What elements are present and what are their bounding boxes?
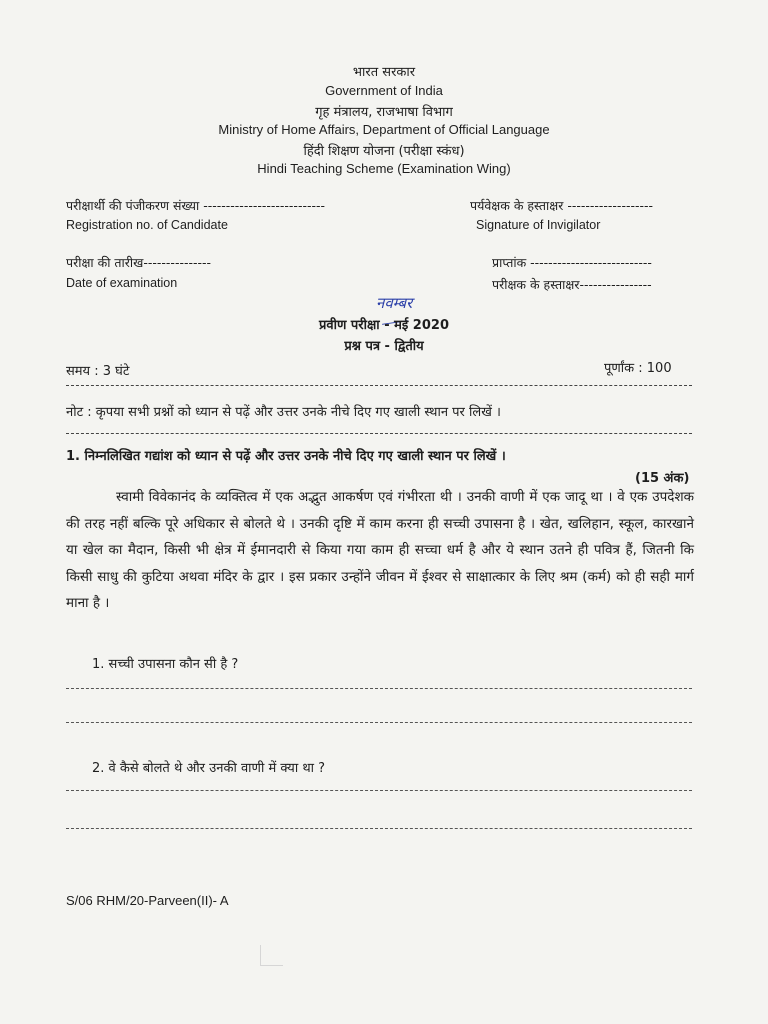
- question-1-instruction: 1. निम्नलिखित गद्यांश को ध्यान से पढ़ें और उत्तर उनके नीचे दिए गए खाली स्थान पर लिखें ।: [66, 449, 506, 464]
- marks-obtained-label: प्राप्तांक ---------------------------: [492, 255, 652, 270]
- footer-paper-code: S/06 RHM/20-Parveen(II)- A: [66, 893, 229, 908]
- invigilator-signature-label-english: Signature of Invigilator: [476, 218, 601, 232]
- header-government-of-india: Government of India: [325, 83, 443, 98]
- exam-time: समय : 3 घंटे: [66, 364, 130, 379]
- header-scheme-hindi: हिंदी शिक्षण योजना (परीक्षा स्कंध): [303, 144, 465, 159]
- examiner-signature-label: परीक्षक के हस्ताक्षर----------------: [492, 277, 652, 292]
- sub-question-1: 1. सच्ची उपासना कौन सी है ?: [92, 657, 239, 672]
- exam-title: प्रवीण परीक्षा - मई 2020: [319, 318, 449, 333]
- paper-title: प्रश्न पत्र - द्वितीय: [344, 339, 424, 354]
- header-ministry-hindi: गृह मंत्रालय, राजभाषा विभाग: [315, 105, 453, 120]
- full-marks: पूर्णांक : 100: [604, 361, 672, 376]
- header-bharat-sarkar: भारत सरकार: [352, 65, 416, 80]
- registration-label-english: Registration no. of Candidate: [66, 218, 228, 232]
- answer-line[interactable]: [66, 722, 692, 723]
- faint-mark: [260, 945, 283, 966]
- invigilator-signature-label-hindi: पर्यवेक्षक के हस्ताक्षर -------------------: [470, 198, 654, 213]
- header-ministry-english: Ministry of Home Affairs, Department of Official Language: [218, 122, 550, 137]
- handwritten-correction: नवम्बर: [376, 294, 413, 312]
- answer-line[interactable]: [66, 790, 692, 791]
- separator-rule: [66, 385, 692, 386]
- answer-line[interactable]: [66, 688, 692, 689]
- exam-date-label-english: Date of examination: [66, 276, 178, 290]
- sub-question-2: 2. वे कैसे बोलते थे और उनकी वाणी में क्या था ?: [92, 761, 326, 776]
- separator-rule: [66, 433, 692, 434]
- registration-label-hindi: परीक्षार्थी की पंजीकरण संख्या ---------------------------: [66, 198, 326, 213]
- exam-date-label-hindi: परीक्षा की तारीख---------------: [66, 255, 212, 270]
- comprehension-passage: स्वामी विवेकानंद के व्यक्तित्व में एक अद्भुत आकर्षण एवं गंभीरता थी । उनकी वाणी में एक जादू था । वे एक उपदेशक की तरह नहीं बल्कि पूरे अधिकार से बोलते थे । उनकी दृष्टि में काम करना ही सच्ची उपासना है । खेत, खलिहान, स्कूल, कारखाने या खेल का मैदान, किसी भी क्षेत्र में ईमानदारी से किया गया काम ही सच्चा धर्म है और ये स्थान उतने ही पवित्र हैं, जितनी कि किसी साधु की कुटिया अथवा मंदिर के द्वार । इस प्रकार उन्होंने जीवन में ईश्वर से साक्षात्कार के लिए श्रम (कर्म) को ही सही मार्ग माना है ।: [66, 489, 694, 611]
- answer-line[interactable]: [66, 828, 692, 829]
- instruction-note: नोट : कृपया सभी प्रश्नों को ध्यान से पढ़ें और उत्तर उनके नीचे दिए गए खाली स्थान पर लिखें ।: [66, 405, 501, 420]
- question-1-marks: (15 अंक): [635, 471, 690, 486]
- header-scheme-english: Hindi Teaching Scheme (Examination Wing): [257, 161, 511, 176]
